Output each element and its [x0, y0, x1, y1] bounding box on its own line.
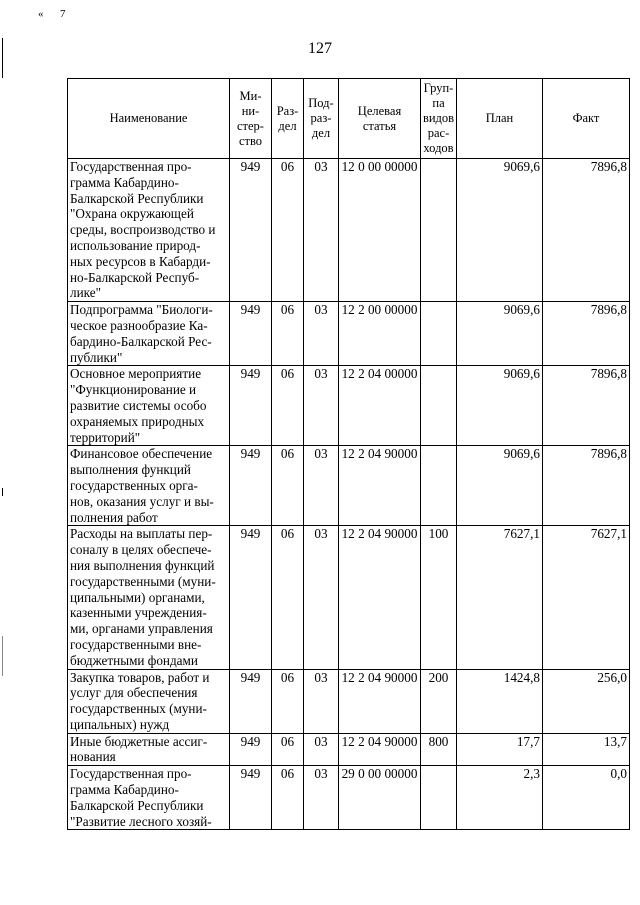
row-subsection-cell: 03 — [304, 366, 339, 446]
table-body — [68, 159, 630, 830]
table-row — [68, 446, 630, 526]
row-subsection-cell: 03 — [304, 526, 339, 669]
row-group-cell — [421, 366, 457, 446]
row-subsection-cell: 03 — [304, 302, 339, 366]
table-header-row — [68, 79, 630, 159]
budget-table — [67, 78, 630, 830]
row-subsection-cell: 03 — [304, 446, 339, 526]
row-fact-cell: 13,7 — [543, 733, 630, 766]
row-fact-cell: 7896,8 — [543, 159, 630, 302]
row-section-cell: 06 — [272, 446, 304, 526]
row-fact-cell: 256,0 — [543, 669, 630, 733]
row-plan-cell: 7627,1 — [457, 526, 543, 669]
row-target-cell: 12 2 00 00000 — [339, 302, 421, 366]
row-section-cell: 06 — [272, 766, 304, 830]
table-row — [68, 302, 630, 366]
row-ministry-cell: 949 — [230, 526, 272, 669]
row-group-cell: 800 — [421, 733, 457, 766]
row-plan-cell: 9069,6 — [457, 446, 543, 526]
row-target-cell: 29 0 00 00000 — [339, 766, 421, 830]
row-section-cell: 06 — [272, 669, 304, 733]
row-target-cell: 12 2 04 90000 — [339, 669, 421, 733]
row-name-cell: Основное мероприятие "Функционирование и развитие системы особо охраняемых природных территорий" — [68, 366, 230, 446]
row-plan-cell: 9069,6 — [457, 366, 543, 446]
row-plan-cell: 2,3 — [457, 766, 543, 830]
column-header-plan: План — [457, 79, 543, 159]
row-group-cell — [421, 159, 457, 302]
row-section-cell: 06 — [272, 733, 304, 766]
row-ministry-cell: 949 — [230, 159, 272, 302]
table-row — [68, 766, 630, 830]
row-section-cell: 06 — [272, 526, 304, 669]
row-plan-cell: 9069,6 — [457, 302, 543, 366]
row-group-cell — [421, 766, 457, 830]
row-section-cell: 06 — [272, 366, 304, 446]
table-row — [68, 159, 630, 302]
row-fact-cell: 7896,8 — [543, 366, 630, 446]
row-ministry-cell: 949 — [230, 766, 272, 830]
column-header-group: Груп- па видов рас- ходов — [421, 79, 457, 159]
row-plan-cell: 17,7 — [457, 733, 543, 766]
table-row — [68, 669, 630, 733]
row-ministry-cell: 949 — [230, 669, 272, 733]
row-group-cell — [421, 302, 457, 366]
row-name-cell: Иные бюджетные ассиг- нования — [68, 733, 230, 766]
row-target-cell: 12 2 04 00000 — [339, 366, 421, 446]
row-plan-cell: 1424,8 — [457, 669, 543, 733]
page-number: 127 — [308, 40, 332, 57]
row-subsection-cell: 03 — [304, 766, 339, 830]
table-row — [68, 526, 630, 669]
column-header-name: Наименование — [68, 79, 230, 159]
row-fact-cell: 7627,1 — [543, 526, 630, 669]
row-ministry-cell: 949 — [230, 446, 272, 526]
row-fact-cell: 7896,8 — [543, 302, 630, 366]
column-header-ministry: Ми- ни- стер- ство — [230, 79, 272, 159]
scan-edge-mark — [2, 636, 3, 676]
row-group-cell — [421, 446, 457, 526]
row-name-cell: Подпрограмма "Биологи- ческое разнообразие Ка- бардино-Балкарской Рес- публики" — [68, 302, 230, 366]
row-fact-cell: 0,0 — [543, 766, 630, 830]
column-header-section: Раз- дел — [272, 79, 304, 159]
row-target-cell: 12 0 00 00000 — [339, 159, 421, 302]
table-row — [68, 733, 630, 766]
row-subsection-cell: 03 — [304, 733, 339, 766]
table-row — [68, 366, 630, 446]
row-subsection-cell: 03 — [304, 159, 339, 302]
scan-corner-mark-left: « — [38, 8, 44, 20]
row-name-cell: Расходы на выплаты пер- соналу в целях обеспече- ния выполнения функций государственными (муни- ципальными) органами, казенными учреждения- ми, органами управления государственными вне- бюджетными фондами — [68, 526, 230, 669]
row-fact-cell: 7896,8 — [543, 446, 630, 526]
row-ministry-cell: 949 — [230, 302, 272, 366]
column-header-subsection: Под- раз- дел — [304, 79, 339, 159]
row-ministry-cell: 949 — [230, 733, 272, 766]
scan-corner-mark-right: 7 — [60, 8, 66, 20]
column-header-fact: Факт — [543, 79, 630, 159]
row-name-cell: Закупка товаров, работ и услуг для обеспечения государственных (муни- ципальных) нужд — [68, 669, 230, 733]
row-target-cell: 12 2 04 90000 — [339, 733, 421, 766]
scan-edge-mark — [2, 488, 3, 496]
row-section-cell: 06 — [272, 159, 304, 302]
row-ministry-cell: 949 — [230, 366, 272, 446]
row-target-cell: 12 2 04 90000 — [339, 526, 421, 669]
column-header-target: Целевая статья — [339, 79, 421, 159]
row-plan-cell: 9069,6 — [457, 159, 543, 302]
row-section-cell: 06 — [272, 302, 304, 366]
row-subsection-cell: 03 — [304, 669, 339, 733]
row-name-cell: Государственная про- грамма Кабардино- Балкарской Республики "Развитие лесного хозяй- — [68, 766, 230, 830]
row-name-cell: Государственная про- грамма Кабардино- Балкарской Республики "Охрана окружающей среды, воспроизводство и использование природ- ных ресурсов в Кабарди- но-Балкарской Респуб- лике" — [68, 159, 230, 302]
row-name-cell: Финансовое обеспечение выполнения функций государственных орга- нов, оказания услуг и вы- полнения работ — [68, 446, 230, 526]
row-group-cell: 200 — [421, 669, 457, 733]
row-group-cell: 100 — [421, 526, 457, 669]
row-target-cell: 12 2 04 90000 — [339, 446, 421, 526]
